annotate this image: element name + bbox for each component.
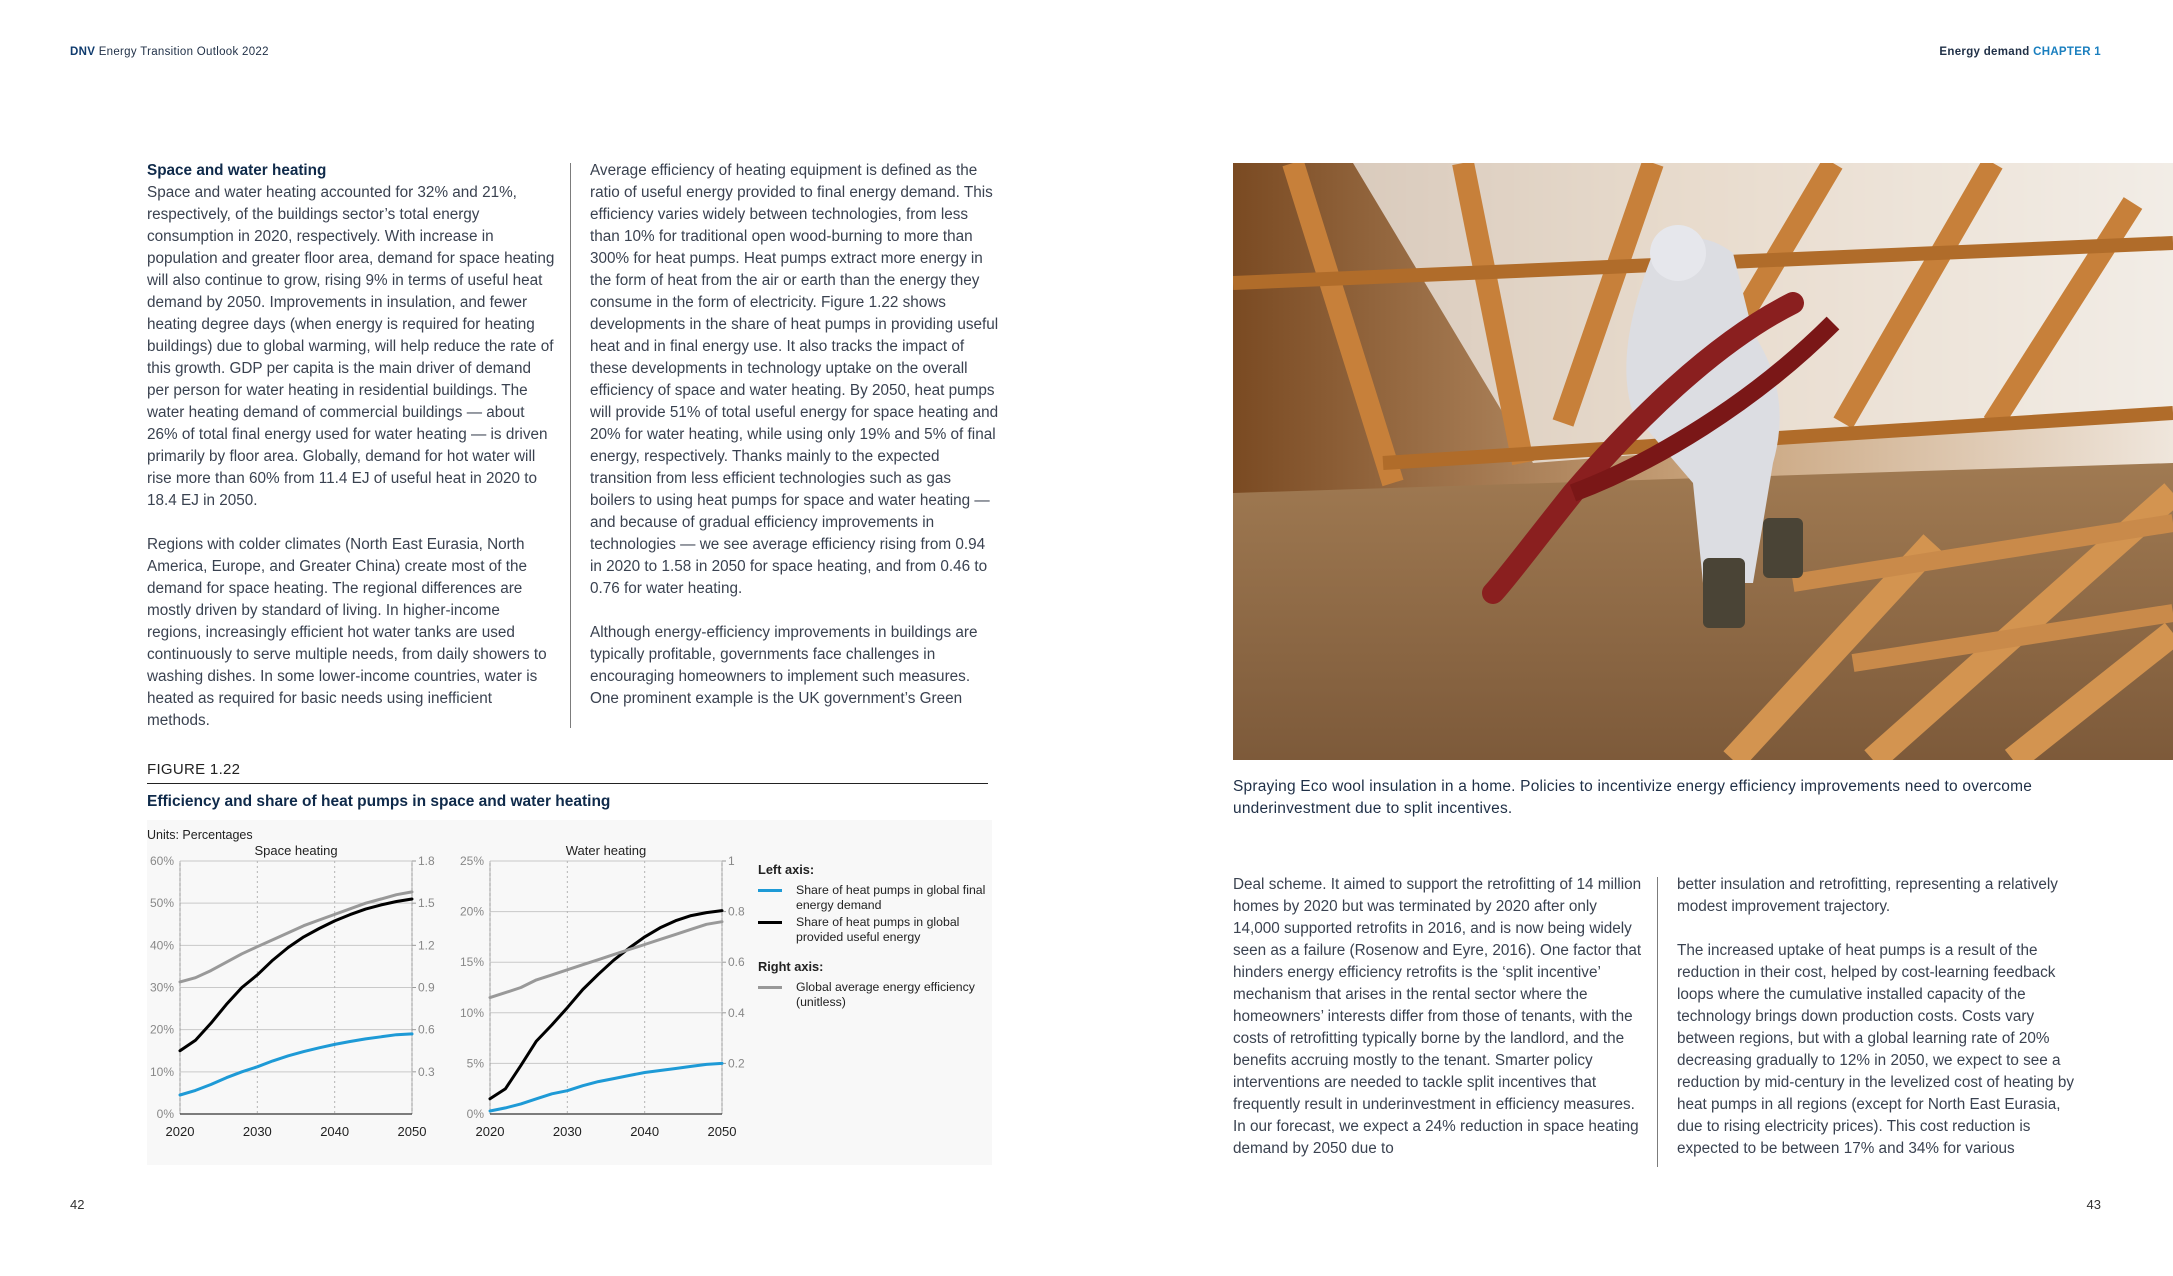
- y-tick-label-right: 0.2: [728, 1056, 745, 1071]
- x-tick-label: 2020: [165, 1124, 195, 1139]
- paragraph: Space and water heating accounted for 32% and 21%, respectively, of the buildings sector’s total energy consumption in 2020, respectively. With increase in population and greater floor area, demand for space heating will also continue to grow, rising 9% in terms of useful heat demand by 2050. Improvements in insulation, and fewer heating degree days (when energy is required for heating buildings) due to global warming, will help reduce the rate of this growth. GDP per capita is the main driver of demand per person for water heating in residential buildings. The water heating demand of commercial buildings — about 26% of total final energy used for water heating — is driven primarily by floor area. Globally, demand for hot water will rise more than 60% from 11.4 EJ of useful heat in 2020 to 18.4 EJ in 2050.: [147, 184, 555, 509]
- attic-insulation-illustration: [1233, 163, 2173, 760]
- y-tick-label-right: 0.4: [728, 1005, 745, 1020]
- chart-space-heating: [150, 843, 435, 1139]
- y-tick-label-left: 0%: [156, 1107, 174, 1121]
- legend-item-efficiency: [758, 980, 998, 1010]
- series-line-useful-energy: [180, 899, 412, 1051]
- chapter-label: CHAPTER 1: [2033, 46, 2101, 58]
- paragraph: better insulation and retrofitting, representing a relatively modest improvement trajectory.: [1677, 876, 2058, 915]
- page-number-left: 42: [70, 1197, 85, 1212]
- column-divider: [1657, 877, 1658, 1167]
- figure-units: Units: Percentages: [147, 828, 253, 842]
- y-tick-label-left: 50%: [149, 896, 174, 911]
- section-title: Energy demand: [1939, 46, 2030, 58]
- x-tick-label: 2040: [630, 1124, 660, 1139]
- series-line-final-energy: [180, 1034, 412, 1095]
- brand-logo-text: DNV: [70, 46, 96, 58]
- x-tick-label: 2030: [242, 1124, 272, 1139]
- y-tick-label-left: 10%: [459, 1005, 484, 1020]
- photo-caption: Spraying Eco wool insulation in a home. Policies to incentivize energy efficiency improvements need to overcome underinvestment due to split incentives.: [1233, 778, 2033, 817]
- legend-left-axis-heading: Left axis:: [758, 862, 815, 877]
- section-heading: Space and water heating: [147, 162, 327, 179]
- y-tick-label-right: 0.6: [728, 955, 745, 970]
- page-number-right: 43: [2086, 1197, 2101, 1212]
- y-tick-label-left: 40%: [149, 938, 174, 953]
- legend-label: Share of heat pumps in global provided useful energy: [796, 915, 960, 944]
- series-line-efficiency: [490, 922, 722, 998]
- y-tick-label-right: 1.5: [418, 896, 435, 911]
- y-tick-label-left: 5%: [466, 1056, 484, 1071]
- y-tick-label-right: 1: [728, 854, 735, 868]
- legend-item-useful-energy: [758, 915, 998, 945]
- legend-swatch-black: [758, 921, 782, 924]
- y-tick-label-left: 0%: [466, 1107, 484, 1121]
- y-tick-label-left: 60%: [149, 854, 174, 868]
- figure-title: Efficiency and share of heat pumps in space and water heating: [147, 793, 611, 810]
- x-tick-label: 2050: [707, 1124, 737, 1139]
- paragraph: Although energy-efficiency improvements in buildings are typically profitable, governments face challenges in encouraging homeowners to implement such measures. One prominent example is the UK government’s Green: [590, 624, 978, 707]
- y-tick-label-right: 0.6: [418, 1022, 435, 1037]
- paragraph: The increased uptake of heat pumps is a result of the reduction in their cost, helped by cost-learning feedback loops where the cumulative installed capacity of the technology brings down production costs. Costs vary between regions, but with a global learning rate of 20% decreasing gradually to 12% in 2050, we expect to see a reduction by mid-century in the levelized cost of heating by heat pumps in all regions (except for North East Eurasia, due to rising electricity prices). This cost reduction is expected to be between 17% and 34% for various: [1677, 942, 2075, 1157]
- y-tick-label-left: 15%: [459, 955, 484, 970]
- legend-label: Global average energy efficiency (unitless): [796, 980, 975, 1009]
- publication-title: Energy Transition Outlook 2022: [98, 46, 269, 58]
- y-tick-label-left: 25%: [459, 854, 484, 868]
- insulation-photo: [1233, 163, 2173, 760]
- legend-swatch-blue: [758, 889, 782, 892]
- paragraph: Deal scheme. It aimed to support the retrofitting of 14 million homes by 2020 but was terminated by 2020 after only 14,000 supported retrofits in 2016, and is now being widely seen as a failure (Rosenow and Eyre, 2016). One factor that hinders energy efficiency retrofits is the ‘split incentive’ mechanism that arises in the rental sector where the homeowners’ interests differ from those of tenants, with the costs of retrofitting typically borne by the landlord, and the benefits accruing mostly to the tenant. Smarter policy interventions are needed to tackle split incentives that frequently result in underinvestment in efficiency measures. In our forecast, we expect a 24% reduction in space heating demand by 2050 due to: [1233, 876, 1642, 1157]
- y-tick-label-left: 20%: [149, 1022, 174, 1037]
- y-tick-label-right: 0.9: [418, 980, 435, 995]
- chart-title: Space heating: [254, 843, 338, 858]
- chart-title: Water heating: [565, 843, 647, 858]
- text-column-4: [1677, 874, 2087, 1160]
- text-column-3: [1233, 874, 1643, 1160]
- x-tick-label: 2020: [475, 1124, 505, 1139]
- legend-right-axis-heading: Right axis:: [758, 959, 824, 974]
- y-tick-label-left: 10%: [149, 1064, 174, 1079]
- x-tick-label: 2050: [397, 1124, 427, 1139]
- y-tick-label-right: 0.8: [728, 904, 745, 919]
- paragraph: Average efficiency of heating equipment is defined as the ratio of useful energy provided to final energy demand. This efficiency varies widely between technologies, from less than 10% for traditional open wood-burning to more than 300% for heat pumps. Heat pumps extract more energy in the form of heat from the air or earth than the energy they consume in the form of electricity. Figure 1.22 shows developments in the share of heat pumps in providing useful heat and in final energy use. It also tracks the impact of these developments in technology uptake on the overall efficiency of space and water heating. By 2050, heat pumps will provide 51% of total useful energy for space heating and 20% for water heating, while using only 19% and 5% of final energy, respectively. Thanks mainly to the expected transition from less efficient technologies such as gas boilers to using heat pumps for space and water heating — and because of gradual efficiency improvements in technologies — we see average efficiency rising from 0.94 in 2020 to 1.58 in 2050 for space heating, and from 0.46 to 0.76 for water heating.: [590, 162, 999, 597]
- y-tick-label-right: 1.8: [418, 854, 435, 868]
- x-tick-label: 2030: [552, 1124, 582, 1139]
- x-tick-label: 2040: [320, 1124, 350, 1139]
- series-line-final-energy: [490, 1063, 722, 1111]
- y-tick-label-left: 20%: [459, 904, 484, 919]
- legend-swatch-grey: [758, 986, 782, 989]
- y-tick-label-right: 0.3: [418, 1064, 435, 1079]
- figure-label: FIGURE 1.22: [147, 761, 241, 778]
- chart-water-heating: [460, 843, 745, 1139]
- y-tick-label-right: 1.2: [418, 938, 435, 953]
- chart-legend: [758, 862, 998, 1024]
- paragraph: Regions with colder climates (North East Eurasia, North America, Europe, and Greater China) create most of the demand for space heating. The regional differences are mostly driven by standard of living. In higher-income regions, increasingly efficient hot water tanks are used continuously to serve multiple needs, from daily showers to washing dishes. In some lower-income countries, water is heated as required for basic needs using inefficient methods.: [147, 536, 547, 729]
- series-line-useful-energy: [490, 911, 722, 1099]
- legend-item-final-energy: [758, 883, 998, 913]
- legend-label: Share of heat pumps in global final energy demand: [796, 883, 986, 912]
- y-tick-label-left: 30%: [149, 980, 174, 995]
